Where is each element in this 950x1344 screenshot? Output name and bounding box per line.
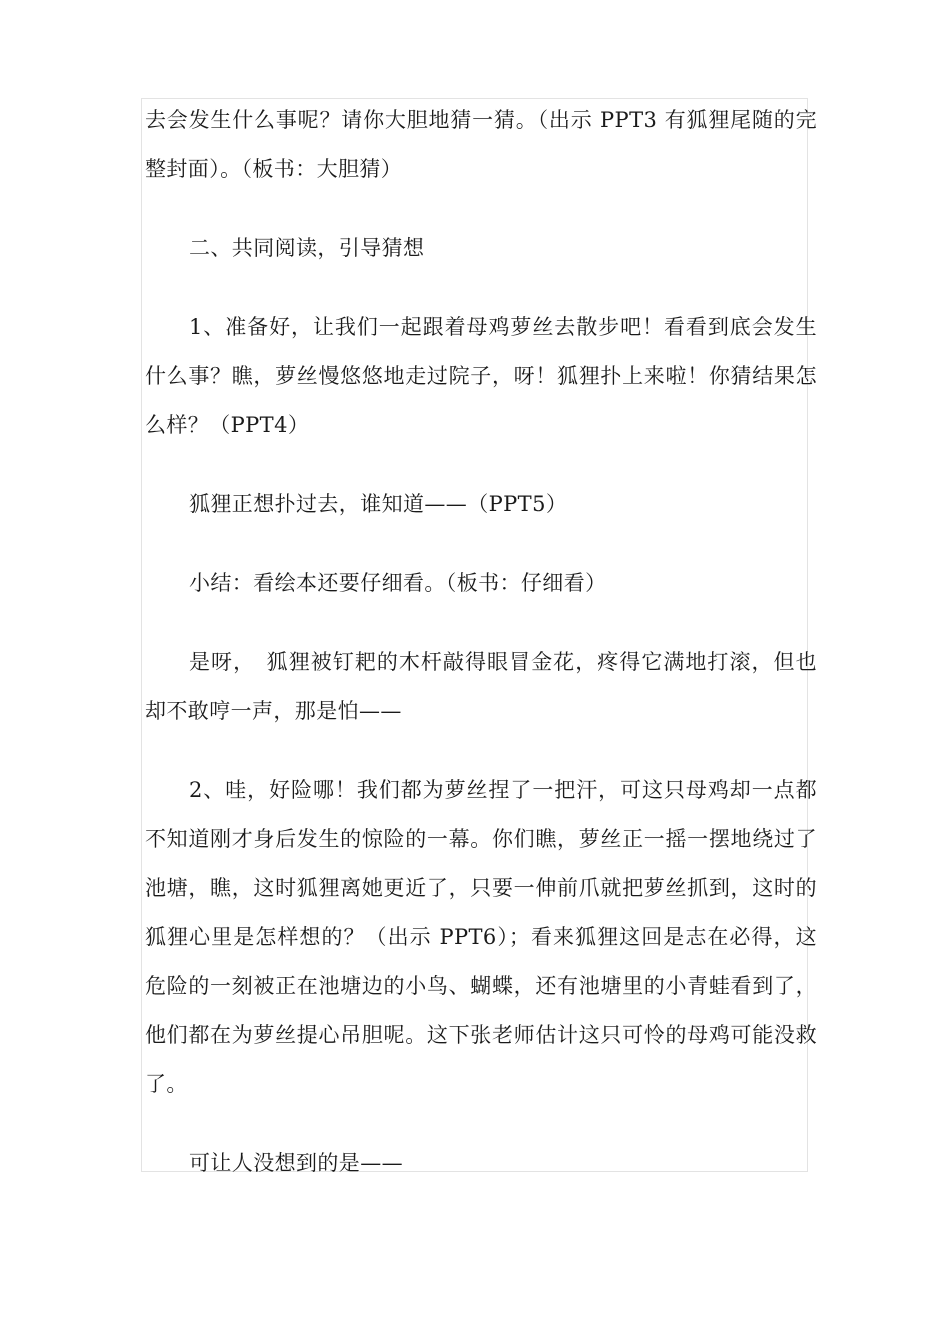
section-heading: 二、共同阅读，引导猜想 [189,236,425,260]
paragraph-continuation: 去会发生什么事呢？请你大胆地猜一猜。（出示 PPT3 有狐狸尾随的完整封面）。（板书：大胆猜） [145,108,817,181]
paragraph-unexpected: 可让人没想到的是—— [189,1151,403,1175]
document-body [145,96,817,1188]
paragraph-step-1: 1、准备好，让我们一起跟着母鸡萝丝去散步吧！看看到底会发生什么事？瞧，萝丝慢悠悠地走过院子，呀！狐狸扑上来啦！你猜结果怎么样？（PPT4） [145,315,817,437]
paragraph-fox-hit: 是呀， 狐狸被钉耙的木杆敲得眼冒金花，疼得它满地打滚，但也却不敢哼一声，那是怕—— [145,650,817,723]
paragraph-step-2: 2、哇，好险哪！我们都为萝丝捏了一把汗，可这只母鸡却一点都不知道刚才身后发生的惊险的一幕。你们瞧，萝丝正一摇一摆地绕过了池塘，瞧，这时狐狸离她更近了，只要一伸前爪就把萝丝抓到，这时的狐狸心里是怎样想的？（出示 PPT6）；看来狐狸这回是志在必得，这危险的一刻被正在池塘边的小鸟、蝴蝶，还有池塘里的小青蛙看到了，他们都在为萝丝提心吊胆呢。这下张老师估计这只可怜的母鸡可能没救了。 [145,778,817,1096]
paragraph-summary: 小结：看绘本还要仔细看。（板书：仔细看） [189,571,607,595]
paragraph-fox-pounce: 狐狸正想扑过去，谁知道——（PPT5） [189,492,568,516]
